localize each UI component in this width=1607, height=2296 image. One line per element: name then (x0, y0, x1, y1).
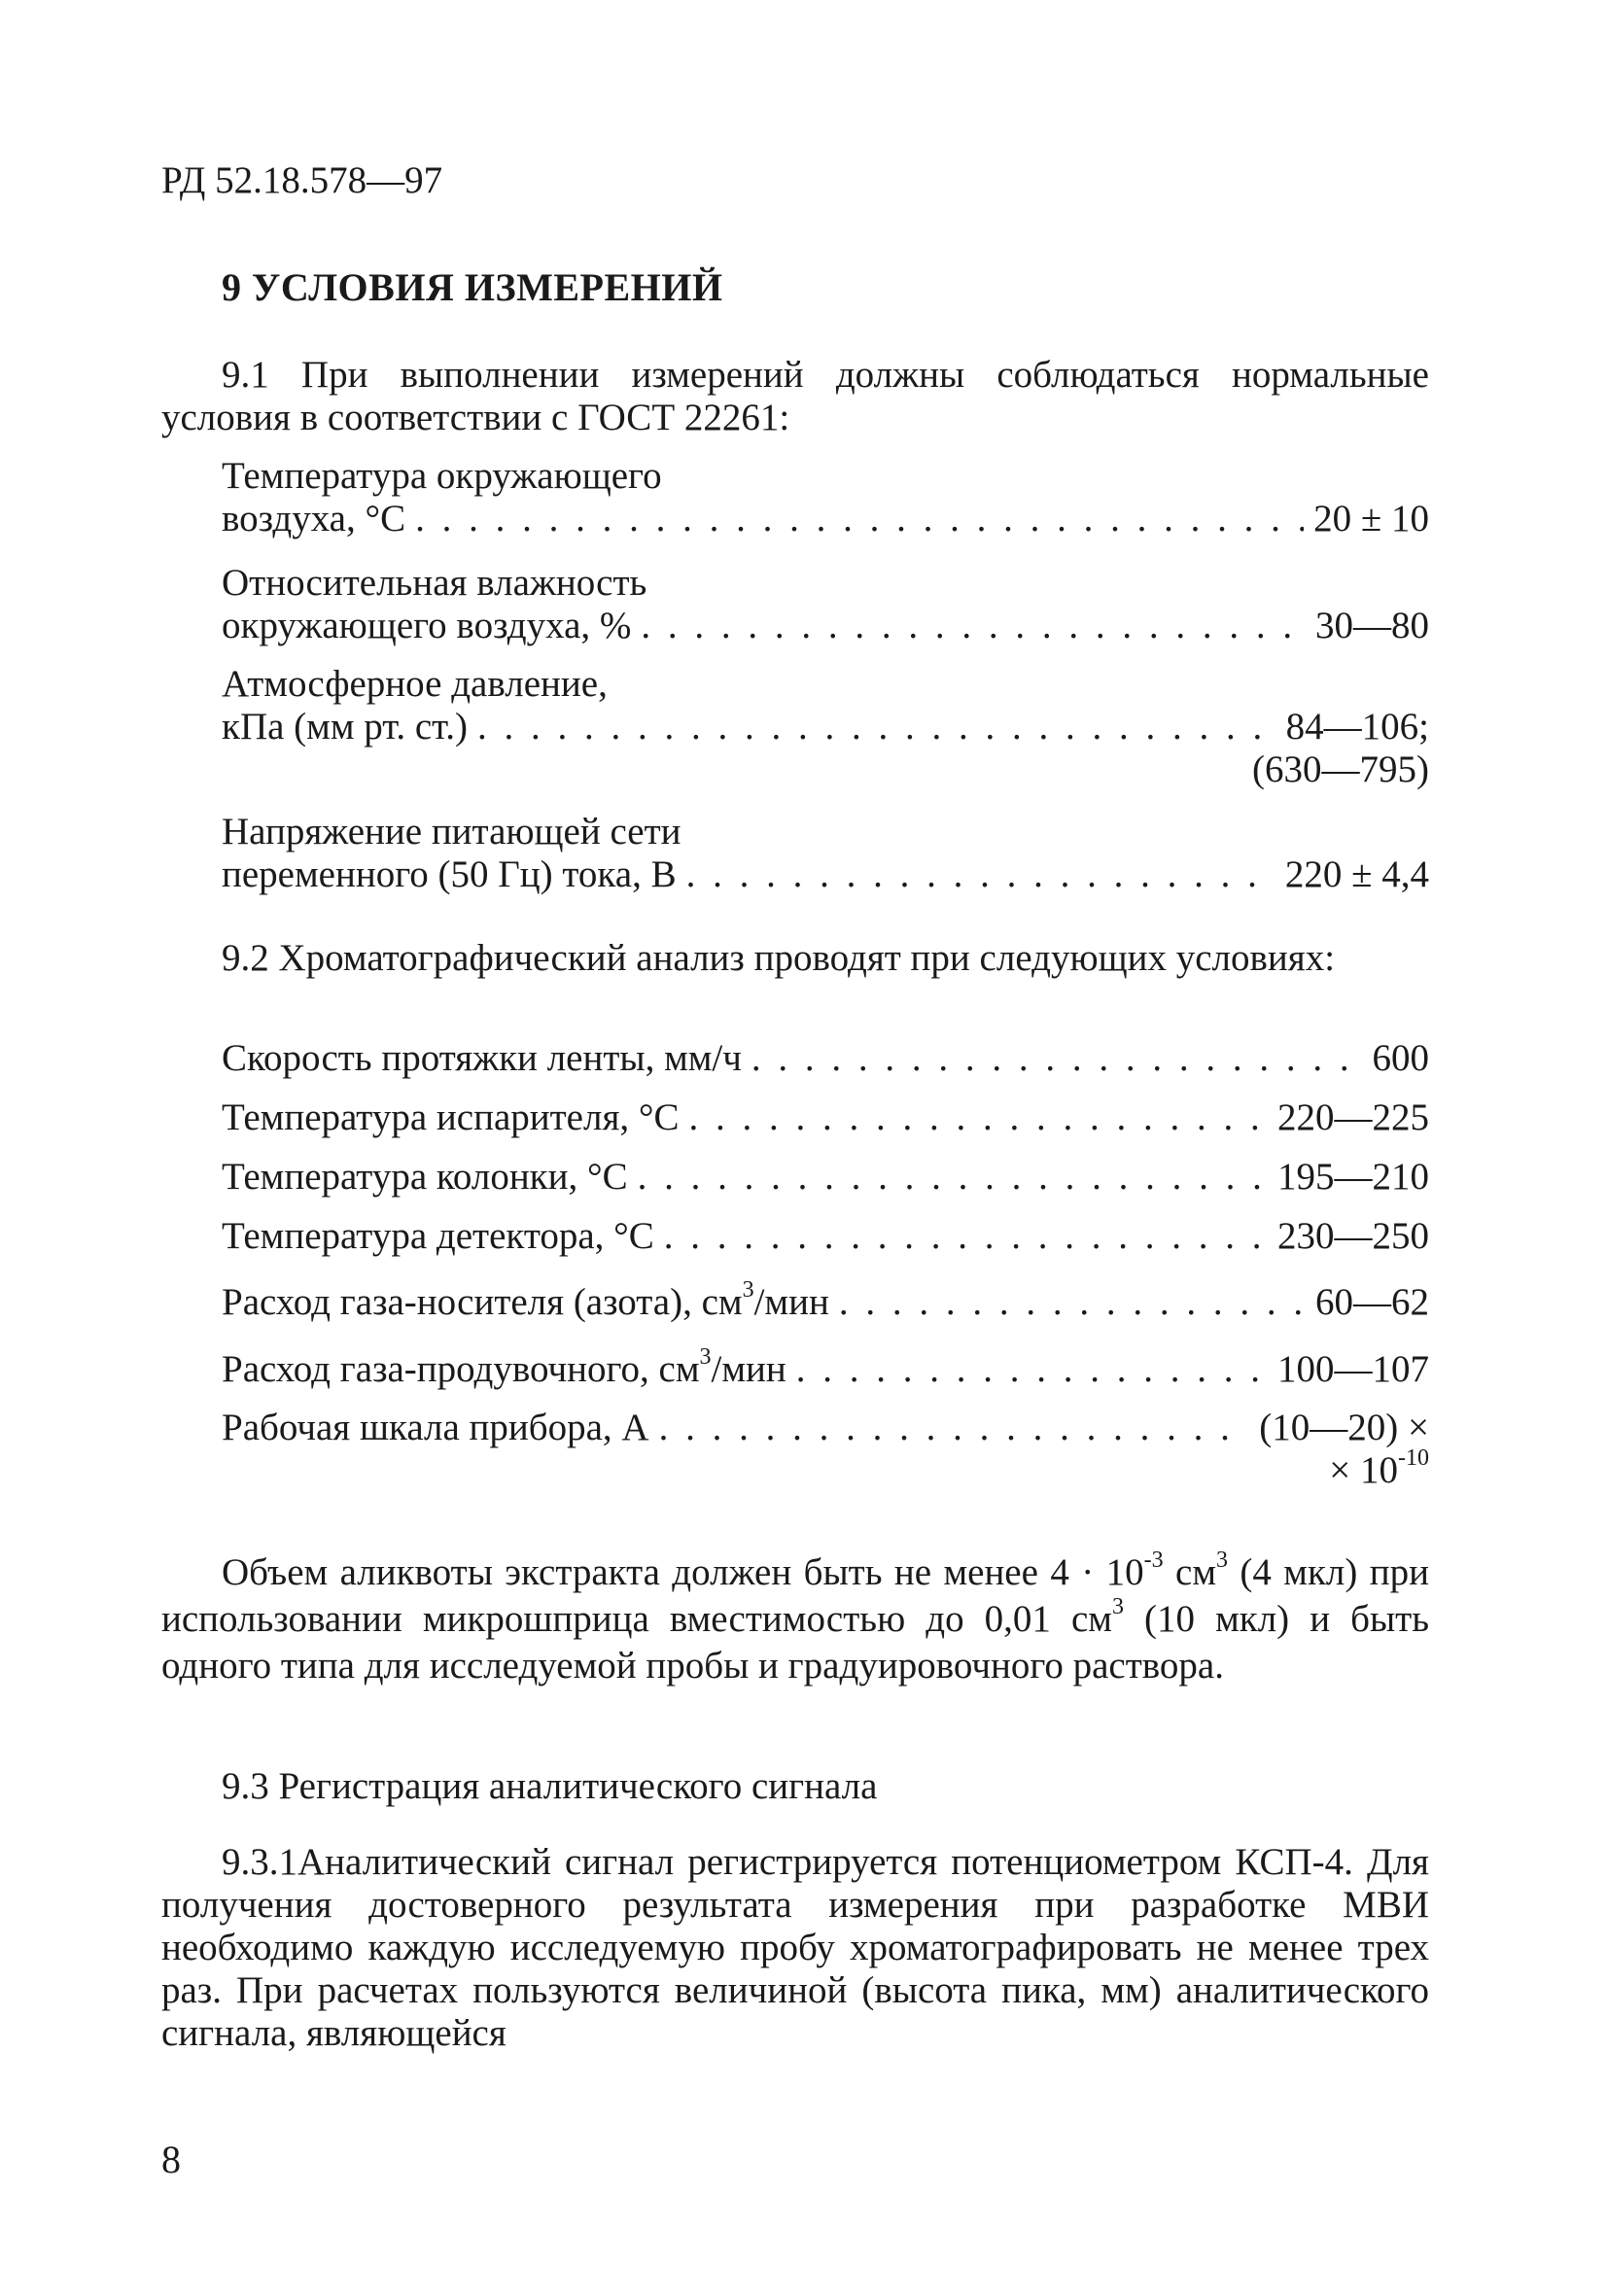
condition-value: 30—80 (1315, 605, 1429, 646)
paragraph-aliquot: Объем аликвоты экстракта должен быть не менее $4 \cdot 10^{-3}$ $см^3$ (4 мкл) при использовании микрошприца вместимостью до 0,01 $см^3$ (10 мкл) и быть одного типа для исследуемой пробы и градуировочного раствора. (161, 1548, 1430, 1687)
analysis-carrier-gas-flow (222, 1277, 1429, 1324)
leader-dots (477, 706, 1276, 748)
analysis-purge-gas-flow (222, 1344, 1429, 1391)
condition-label: воздуха, °С (222, 498, 406, 539)
analysis-instrument-scale (222, 1407, 1429, 1492)
analysis-value: 600 (1372, 1037, 1429, 1079)
section-title: 9 УСЛОВИЯ ИЗМЕРЕНИЙ (222, 265, 723, 309)
leader-dots (686, 853, 1275, 896)
analysis-label: Температура детектора, °С (222, 1215, 654, 1257)
analysis-value-secondary: × $10^{-10}$ (1329, 1445, 1429, 1491)
leader-dots (751, 1037, 1363, 1080)
leader-dots (415, 498, 1304, 540)
analysis-label: Скорость протяжки ленты, мм/ч (222, 1037, 742, 1079)
leader-dots (796, 1348, 1268, 1391)
condition-value: 20 ± 10 (1313, 498, 1429, 539)
analysis-tape-speed (222, 1037, 1429, 1080)
condition-value: 220 ± 4,4 (1284, 853, 1429, 895)
leader-dots (641, 605, 1306, 647)
condition-pressure (222, 663, 1429, 791)
analysis-value: 220—225 (1277, 1096, 1429, 1138)
page-number: 8 (161, 2138, 181, 2181)
analysis-value: 195—210 (1277, 1156, 1429, 1198)
condition-label: переменного (50 Гц) тока, В (222, 853, 677, 895)
condition-label-top: Напряжение питающей сети (222, 811, 681, 852)
leader-dots (839, 1281, 1306, 1324)
condition-value: 84—106; (1285, 706, 1429, 748)
document-code: РД 52.18.578—97 (161, 159, 443, 201)
paragraph-9-2: 9.2 Хроматографический анализ проводят при следующих условиях: (222, 937, 1336, 979)
analysis-value: 100—107 (1277, 1348, 1429, 1390)
analysis-label: Температура колонки, °С (222, 1156, 628, 1198)
condition-humidity (222, 562, 1429, 647)
analysis-evaporator-temp (222, 1096, 1429, 1139)
analysis-value: 60—62 (1315, 1281, 1429, 1323)
paragraph-9-3: 9.3 Регистрация аналитического сигнала (222, 1765, 878, 1807)
condition-label-top: Температура окружающего (222, 455, 662, 497)
condition-label-top: Относительная влажность (222, 562, 647, 604)
analysis-column-temp (222, 1156, 1429, 1199)
analysis-detector-temp (222, 1215, 1429, 1258)
condition-label: кПа (мм рт. ст.) (222, 706, 469, 748)
condition-value-secondary: (630—795) (1252, 748, 1429, 790)
leader-dots (659, 1407, 1250, 1449)
condition-label-top: Атмосферное давление, (222, 663, 608, 705)
condition-voltage (222, 811, 1429, 896)
paragraph-9-3-1: 9.3.1Аналитический сигнал регистрируется потенциометром КСП-4. Для получения достоверного результата измерения при разработке МВИ необходимо каждую исследуемую пробу хроматографировать не менее трех раз. При расчетах пользуются величиной (высота пика, мм) аналитического сигнала, являющейся (161, 1841, 1429, 2054)
analysis-value: 230—250 (1277, 1215, 1429, 1257)
condition-temperature (222, 455, 1429, 540)
leader-dots (638, 1156, 1268, 1199)
paragraph-9-1: 9.1 При выполнении измерений должны соблюдаться нормальные условия в соответствии с ГОСТ 22261: (161, 354, 1429, 438)
leader-dots (664, 1215, 1268, 1258)
analysis-value: (10—20) × (1259, 1407, 1429, 1448)
analysis-label: Рабочая шкала прибора, А (222, 1407, 649, 1448)
analysis-label: Расход газа-продувочного, $см^3$/мин (222, 1344, 786, 1390)
condition-label: окружающего воздуха, % (222, 605, 632, 646)
analysis-label: Температура испарителя, °С (222, 1096, 680, 1138)
leader-dots (689, 1096, 1269, 1139)
analysis-label: Расход газа-носителя (азота), $см^3$/мин (222, 1277, 829, 1323)
